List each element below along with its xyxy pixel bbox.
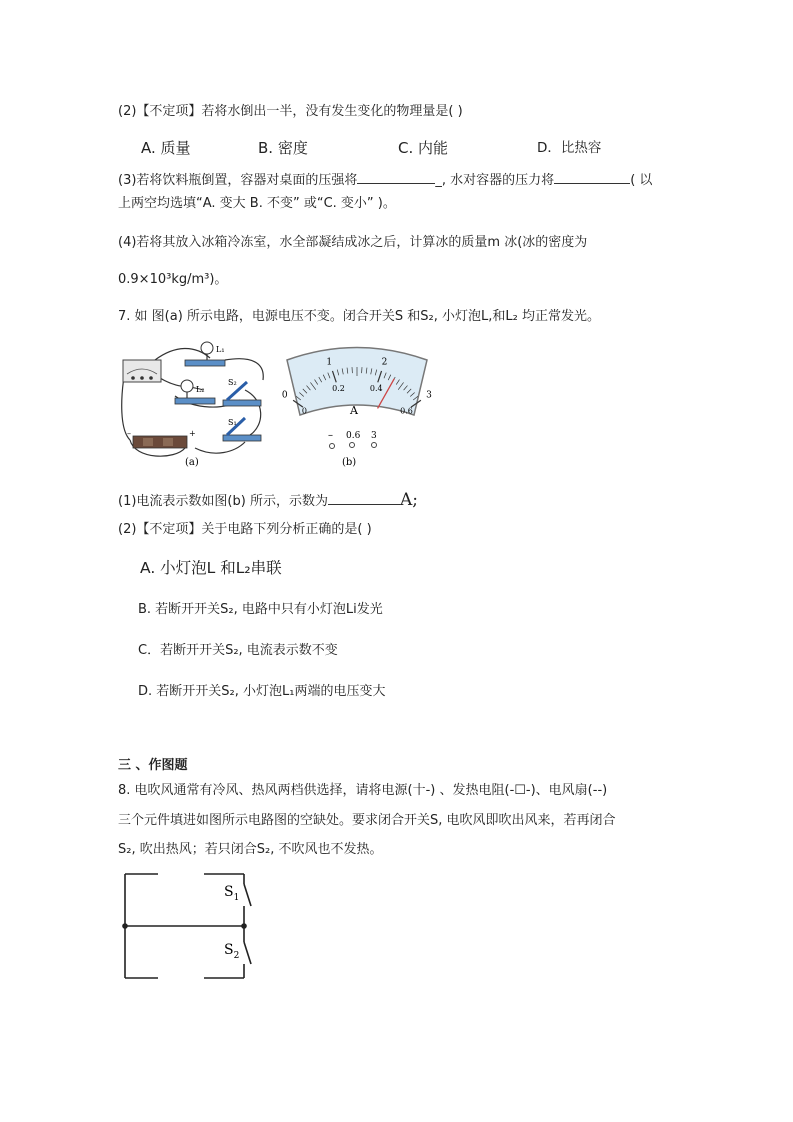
junction-right <box>241 923 247 929</box>
ammeter-dial-figure-b <box>282 340 432 470</box>
label-s1: S₁ <box>228 418 237 427</box>
q6-option-b[interactable]: B. 密度 <box>258 139 308 157</box>
terminal-06 <box>350 443 355 448</box>
terminal-neg <box>330 444 335 449</box>
q6-sub3-line2: 上两空均选填“A. 变大 B. 不变” 或“C. 变小” )。 <box>118 196 396 211</box>
dial-inner-label: 0 <box>301 406 307 416</box>
q7-option-c[interactable]: C．若断开开关S₂, 电流表示数不变 <box>138 643 338 658</box>
dial-outer-label: 0 <box>282 390 288 401</box>
dial-outer-label: 1 <box>326 357 333 368</box>
switch-s2-label: $S_2$ <box>224 942 240 961</box>
ammeter-device <box>123 360 161 382</box>
fig-a-caption: (a) <box>185 457 199 468</box>
q6-sub4-line2: 0.9×10³kg/m³)。 <box>118 272 228 287</box>
svg-text:–: – <box>127 429 131 438</box>
label-s2: S₂ <box>228 378 237 387</box>
switch-s1-label: $S_1$ <box>224 884 240 903</box>
q7-option-a[interactable]: A. 小灯泡L 和L₂串联 <box>140 559 282 577</box>
q7-option-b[interactable]: B. 若断开开关S₂, 电路中只有小灯泡Li发光 <box>138 602 383 617</box>
dial-inner-label: 0.4 <box>369 384 383 394</box>
q7-sub2: (2)【不定项】关于电路下列分析正确的是( ) <box>118 522 372 537</box>
section-3-heading: 三 、作图题 <box>118 758 188 773</box>
terminal-06-label: 0.6 <box>346 431 361 441</box>
q6-sub3-blank-2[interactable] <box>554 170 630 184</box>
q7-option-d[interactable]: D. 若断开开关S₂, 小灯泡L₁两端的电压变大 <box>138 684 386 699</box>
q8-line1: 8. 电吹风通常有冷风、热风两档供选择，请将电源(十-) 、发热电阻(-☐-)、电风扇(--) <box>118 783 608 798</box>
q6-sub3-text-b: _, 水对容器的压力将 <box>435 173 555 188</box>
terminal-3 <box>372 443 377 448</box>
q6-sub3-blank-1[interactable] <box>357 170 435 184</box>
dial-outer-label: 3 <box>426 390 432 401</box>
terminal-neg-label: – <box>328 430 333 441</box>
dial-inner-label: 0.2 <box>332 384 345 394</box>
q8-line3: S₂, 吹出热风；若只闭合S₂, 不吹风也不发热。 <box>118 842 383 857</box>
dial-inner-label: 0.6 <box>400 406 413 416</box>
label-l2: L₂ <box>196 385 205 394</box>
terminal-3-label: 3 <box>371 431 377 441</box>
q7-sub1-text: (1)电流表示数如图(b) 所示，示数为 <box>118 494 328 509</box>
q6-sub4-line1: (4)若将其放入冰箱冷冻室，水全部凝结成冰之后，计算冰的质量m 冰(冰的密度为 <box>118 235 588 250</box>
q6-sub3-text-c: ( 以 <box>630 173 653 188</box>
dial-unit: A <box>350 404 358 417</box>
junction-left <box>122 923 128 929</box>
q7-sub1-unit: A; <box>399 490 418 510</box>
q6-sub3 <box>118 170 652 190</box>
q8-circuit-diagram <box>118 868 268 983</box>
q6-option-a[interactable]: A. 质量 <box>141 139 191 157</box>
q6-sub2: (2)【不定项】若将水倒出一半，没有发生变化的物理量是( ) <box>118 104 463 119</box>
svg-text:+: + <box>189 429 196 438</box>
dial-outer-label: 2 <box>381 357 388 368</box>
q7-sub1-blank[interactable] <box>328 491 400 505</box>
q8-line2: 三个元件填进如图所示电路图的空缺处。要求闭合开关S, 电吹风即吹出风来，若再闭合 <box>118 813 616 828</box>
q6-option-d[interactable]: D．比热容 <box>537 140 602 156</box>
q6-sub3-text-a: (3)若将饮料瓶倒置，容器对桌面的压强将 <box>118 173 358 188</box>
fig-b-caption: (b) <box>342 457 357 468</box>
q7-stem: 7. 如 图(a) 所示电路，电源电压不变。闭合开关S 和S₂, 小灯泡L,和L₂ 均正常发光。 <box>118 309 600 324</box>
circuit-figure-a <box>115 340 275 470</box>
label-l1: L₁ <box>216 345 225 354</box>
q7-sub1 <box>118 491 418 511</box>
q6-option-c[interactable]: C. 内能 <box>398 139 449 157</box>
